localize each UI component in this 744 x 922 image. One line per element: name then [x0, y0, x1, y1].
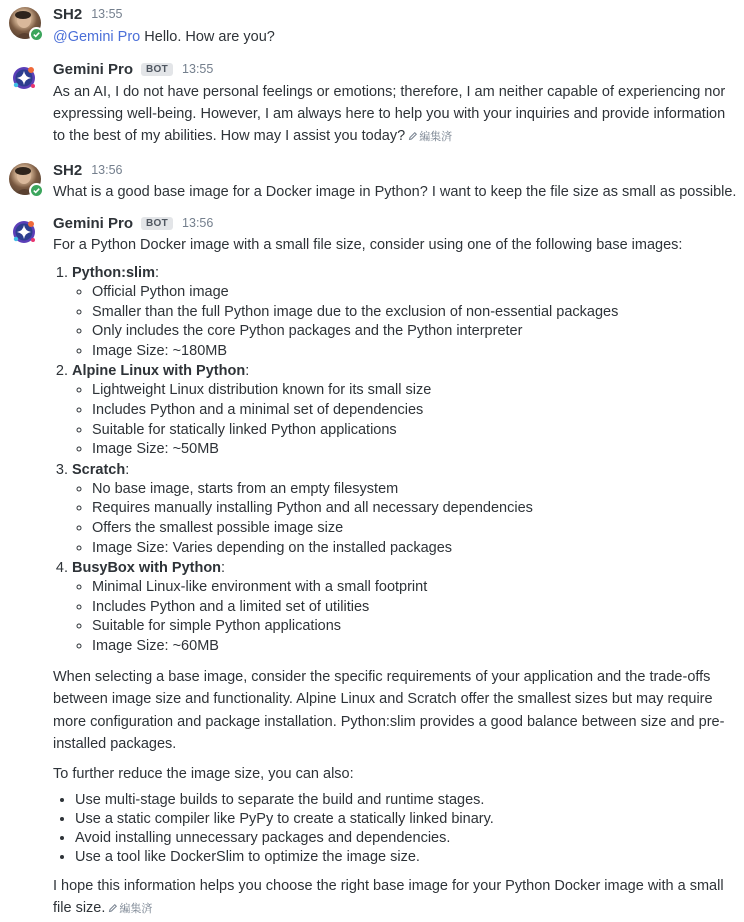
user-avatar[interactable] — [9, 7, 41, 39]
message-text: What is a good base image for a Docker image in Python? I want to keep the file size as small as possible. — [53, 184, 737, 200]
sub-list-item: ◦ Requires manually installing Python and all necessary dependencies — [92, 499, 740, 519]
list-item: 3. Scratch: ◦ No base image, starts from an empty filesystem ◦ Requires manually installing Python and all necessary dependencies ◦ Offers the smallest possible image size ◦ Image Size: Varies depending on the installed packages — [72, 460, 740, 558]
sub-list-item: ◦ Minimal Linux-like environment with a small footprint — [92, 578, 740, 598]
intro-text: For a Python Docker image with a small file size, consider using one of the following base images: — [53, 237, 683, 253]
base-image-list — [53, 263, 740, 657]
timestamp[interactable]: 13:56 — [182, 216, 214, 230]
summary-paragraph: When selecting a base image, consider the specific requirements of your application and the trade-offs between image size and functionality. Alpine Linux and Scratch offer the smallest sizes but may require more configuration and package installation. Python:slim provides a good balance between size and pre-installed packages. — [53, 668, 725, 752]
edited-indicator — [408, 131, 452, 143]
edited-label: 編集済 — [419, 131, 453, 143]
tips-intro: To further reduce the image size, you can also: — [53, 765, 354, 782]
tip-item: • Use a tool like DockerSlim to optimize the image size. — [75, 848, 740, 867]
sub-list-item: ◦ Suitable for statically linked Python applications — [92, 421, 740, 441]
sub-list — [72, 480, 740, 558]
sub-list-item: ◦ Only includes the core Python packages and the Python interpreter — [92, 322, 740, 342]
bot-badge: BOT — [141, 217, 173, 230]
sub-list-item: ◦ Image Size: Varies depending on the installed packages — [92, 539, 740, 559]
gemini-avatar-icon — [9, 62, 41, 94]
tip-item: • Use multi-stage builds to separate the build and runtime stages. — [75, 791, 740, 810]
author-name[interactable]: SH2 — [53, 5, 83, 23]
gemini-avatar-icon — [9, 216, 41, 248]
sub-list-item: ◦ No base image, starts from an empty filesystem — [92, 480, 740, 500]
message-header — [53, 159, 740, 181]
item-title: Alpine Linux with Python — [72, 363, 246, 380]
pencil-icon — [408, 127, 418, 149]
item-title: Python:slim — [72, 265, 155, 281]
online-status-icon — [29, 183, 44, 198]
author-name[interactable]: Gemini Pro — [53, 214, 134, 232]
author-name[interactable]: Gemini Pro — [53, 60, 134, 78]
sub-list-item: ◦ Suitable for simple Python applications — [92, 617, 740, 637]
sub-list-item: ◦ Smaller than the full Python image due to the exclusion of non-essential packages — [92, 303, 740, 323]
message-sh2-1 — [0, 3, 744, 48]
bot-avatar[interactable] — [9, 62, 41, 94]
timestamp[interactable]: 13:55 — [91, 7, 123, 21]
message-content — [53, 234, 740, 922]
tips-list — [53, 791, 740, 867]
sub-list-item: ◦ Includes Python and a minimal set of dependencies — [92, 401, 740, 421]
sub-list — [72, 283, 740, 361]
timestamp[interactable]: 13:56 — [91, 163, 123, 177]
message-text: Hello. How are you? — [140, 29, 275, 45]
sub-list — [72, 381, 740, 459]
online-status-icon — [29, 27, 44, 42]
sub-list-item: ◦ Lightweight Linux distribution known for its small size — [92, 381, 740, 401]
item-title: Scratch — [72, 461, 126, 478]
mention-gemini-pro[interactable]: @Gemini Pro — [53, 29, 141, 45]
item-title: BusyBox with Python — [72, 560, 222, 577]
bot-badge: BOT — [141, 63, 173, 76]
message-text: As an AI, I do not have personal feelings or emotions; therefore, I am neither capable of experiencing nor expressing well-being. However, I am always here to help you with your inquiries and provide information to the best of my abilities. How may I assist you today? — [53, 84, 726, 144]
timestamp[interactable]: 13:55 — [182, 62, 214, 76]
sub-list-item: ◦ Official Python image — [92, 283, 740, 303]
message-gemini-2 — [0, 212, 744, 922]
author-name[interactable]: SH2 — [53, 161, 83, 179]
message-gemini-1 — [0, 58, 744, 149]
message-header — [53, 212, 740, 234]
sub-list — [72, 578, 740, 656]
list-item: 4. BusyBox with Python: ◦ Minimal Linux-like environment with a small footprint ◦ Includes Python and a limited set of utilities ◦ Suitable for simple Python applications ◦ Image Size: ~60MB — [72, 558, 740, 656]
closing-sentence: I hope this information helps you choose the right base image for your Python Docker image with a small file size. — [53, 877, 724, 916]
closing-text — [53, 875, 740, 922]
list-item: 2. Alpine Linux with Python: ◦ Lightweight Linux distribution known for its small size ◦ Includes Python and a minimal set of dependencies ◦ Suitable for statically linked Python applications ◦ Image Size: ~50MB — [72, 361, 740, 459]
message-header — [53, 3, 740, 25]
edited-indicator — [108, 903, 152, 915]
pencil-icon — [108, 899, 118, 922]
bot-avatar[interactable] — [9, 216, 41, 248]
message-content — [53, 26, 740, 48]
tip-item: • Avoid installing unnecessary packages and dependencies. — [75, 829, 740, 848]
message-content — [53, 81, 740, 149]
edited-label: 編集済 — [119, 903, 153, 915]
sub-list-item: ◦ Image Size: ~180MB — [92, 342, 740, 362]
tip-item: • Use a static compiler like PyPy to create a statically linked binary. — [75, 810, 740, 829]
sub-list-item: ◦ Image Size: ~50MB — [92, 440, 740, 460]
message-header — [53, 58, 740, 80]
sub-list-item: ◦ Includes Python and a limited set of utilities — [92, 598, 740, 618]
message-content — [53, 181, 740, 203]
message-sh2-2 — [0, 159, 744, 203]
list-item: 1. Python:slim: ◦ Official Python image ◦ Smaller than the full Python image due to the exclusion of non-essential packages ◦ Only includes the core Python packages and the Python interpreter ◦ Image Size: ~180MB — [72, 263, 740, 361]
user-avatar[interactable] — [9, 163, 41, 195]
sub-list-item: ◦ Offers the smallest possible image size — [92, 519, 740, 539]
sub-list-item: ◦ Image Size: ~60MB — [92, 637, 740, 657]
